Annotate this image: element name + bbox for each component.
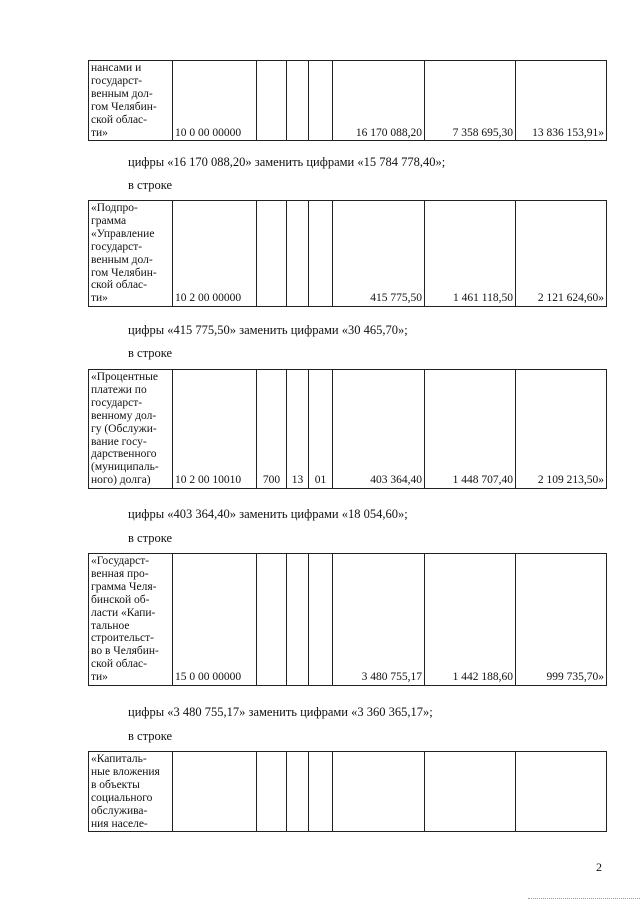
row-name-line: государст- — [91, 74, 143, 87]
amount-year-2-cell: 1 442 188,60 — [425, 554, 516, 686]
budget-row-table-4 — [88, 553, 607, 686]
row-name-line: гом Челябин- — [91, 100, 157, 113]
budget-row-table-5 — [88, 751, 607, 832]
row-name-line: в объекты — [91, 778, 140, 791]
row-name-line: ти» — [91, 126, 108, 139]
row-name-cell — [89, 370, 173, 489]
row-name-line: венным дол- — [91, 253, 153, 266]
in-row-label: в строке — [128, 729, 173, 743]
row-name-line: гом Челябин- — [91, 266, 157, 279]
amount-year-1-cell — [333, 752, 425, 832]
amount-year-2-cell — [425, 752, 516, 832]
table-row — [89, 61, 607, 141]
replacement-instruction: цифры «403 364,40» заменить цифрами «18 054,60»; — [128, 507, 408, 521]
row-name-line: ти» — [91, 671, 108, 684]
target-code-cell: 10 2 00 00000 — [173, 201, 257, 307]
amount-year-2-cell: 7 358 695,30 — [425, 61, 516, 141]
row-name-line: социального — [91, 791, 153, 804]
row-name-line: платежи по — [91, 383, 147, 396]
row-name-cell — [89, 201, 173, 307]
section-cell — [287, 554, 309, 686]
budget-row-table-2 — [88, 200, 607, 307]
table-row — [89, 554, 607, 686]
table-row — [89, 752, 607, 832]
row-name-line: государст- — [91, 240, 143, 253]
row-name-line: «Государст- — [91, 555, 150, 567]
row-name-line: ния населе- — [91, 817, 148, 830]
in-row-label: в строке — [128, 346, 173, 360]
row-name-line: венному дол- — [91, 409, 157, 422]
expense-type-cell — [257, 554, 287, 686]
row-name-line: грамма Челя- — [91, 580, 157, 593]
row-name-cell — [89, 554, 173, 686]
subsection-cell — [309, 61, 333, 141]
row-name-line: «Подпро- — [91, 202, 138, 214]
amount-year-3-cell: 2 121 624,60» — [516, 201, 607, 307]
in-row-label: в строке — [128, 531, 173, 545]
row-name-cell — [89, 61, 173, 141]
row-name-line: венным дол- — [91, 87, 153, 100]
amount-year-2-cell: 1 448 707,40 — [425, 370, 516, 489]
row-name-line: ного) долга) — [91, 474, 151, 487]
row-name-line: ные вложения — [91, 765, 160, 778]
row-name-line: ской облас- — [91, 113, 147, 126]
subsection-cell — [309, 201, 333, 307]
replacement-instruction: цифры «3 480 755,17» заменить цифрами «3 360 365,17»; — [128, 705, 433, 719]
row-name-line: (муниципаль- — [91, 461, 159, 474]
row-name-line: дарственного — [91, 448, 157, 461]
amount-year-1-cell: 415 775,50 — [333, 201, 425, 307]
row-name-line: ской облас- — [91, 279, 147, 292]
row-name-line: венная про- — [91, 567, 149, 580]
row-name-line: бинской об- — [91, 593, 150, 606]
footer-divider — [528, 898, 640, 899]
target-code-cell: 10 2 00 10010 — [173, 370, 257, 489]
section-cell — [287, 752, 309, 832]
amount-year-3-cell: 13 836 153,91» — [516, 61, 607, 141]
row-name-line: тальное — [91, 619, 130, 632]
row-name-line: ской облас- — [91, 658, 147, 671]
row-name-line: ласти «Капи- — [91, 606, 156, 619]
row-name-line: строительст- — [91, 632, 154, 645]
table-row — [89, 370, 607, 489]
target-code-cell — [173, 752, 257, 832]
table-row — [89, 201, 607, 307]
replacement-instruction: цифры «415 775,50» заменить цифрами «30 465,70»; — [128, 323, 408, 337]
target-code-cell: 10 0 00 00000 — [173, 61, 257, 141]
row-name-line: обслужива- — [91, 804, 148, 817]
row-name-line: государст- — [91, 396, 143, 409]
subsection-cell — [309, 752, 333, 832]
expense-type-cell — [257, 61, 287, 141]
row-name-line: нансами и — [91, 62, 142, 74]
amount-year-1-cell: 403 364,40 — [333, 370, 425, 489]
amount-year-1-cell: 3 480 755,17 — [333, 554, 425, 686]
page-number: 2 — [596, 860, 602, 874]
row-name-line: грамма — [91, 214, 127, 227]
amount-year-3-cell — [516, 752, 607, 832]
expense-type-cell — [257, 752, 287, 832]
row-name-cell — [89, 752, 173, 832]
amount-year-2-cell: 1 461 118,50 — [425, 201, 516, 307]
section-cell: 13 — [287, 370, 309, 489]
row-name-line: во в Челябин- — [91, 645, 159, 658]
expense-type-cell: 700 — [257, 370, 287, 489]
amount-year-1-cell: 16 170 088,20 — [333, 61, 425, 141]
row-name-line: вание госу- — [91, 435, 147, 448]
amount-year-3-cell: 2 109 213,50» — [516, 370, 607, 489]
budget-row-table-3 — [88, 369, 607, 489]
budget-row-table-1 — [88, 60, 607, 141]
row-name-line: ти» — [91, 292, 108, 305]
in-row-label: в строке — [128, 178, 173, 192]
row-name-line: «Управление — [91, 227, 155, 240]
section-cell — [287, 61, 309, 141]
expense-type-cell — [257, 201, 287, 307]
target-code-cell: 15 0 00 00000 — [173, 554, 257, 686]
row-name-line: «Процентные — [91, 371, 158, 383]
subsection-cell: 01 — [309, 370, 333, 489]
row-name-line: «Капиталь- — [91, 753, 147, 765]
row-name-line: гу (Обслужи- — [91, 422, 157, 435]
replacement-instruction: цифры «16 170 088,20» заменить цифрами «15 784 778,40»; — [128, 155, 446, 169]
subsection-cell — [309, 554, 333, 686]
section-cell — [287, 201, 309, 307]
amount-year-3-cell: 999 735,70» — [516, 554, 607, 686]
